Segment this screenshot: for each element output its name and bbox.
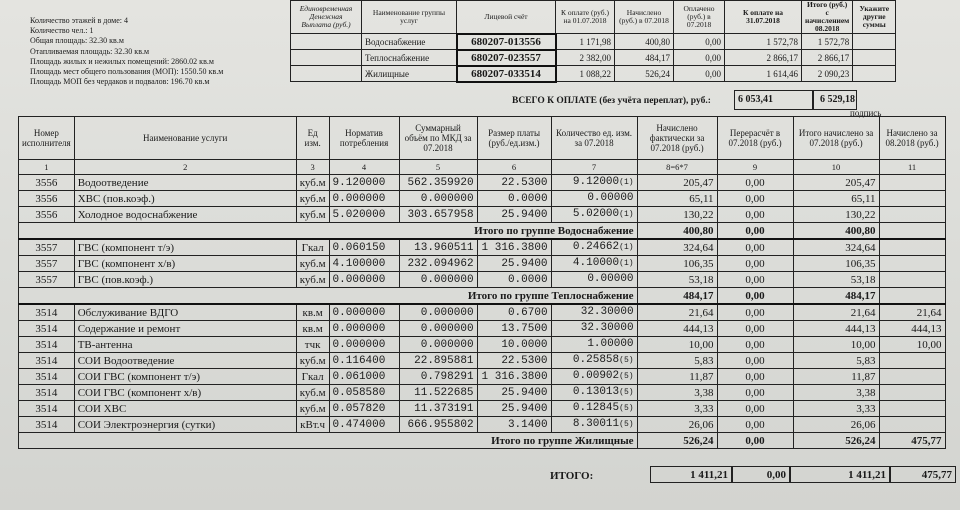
- rate: 22.5300: [477, 175, 551, 191]
- summary-header: Единовременная Денежная Выплата (руб.): [291, 1, 362, 34]
- norm: 9.120000: [329, 175, 399, 191]
- info-line: Площадь мест общего пользования (МОП): 1550.50 кв.м: [30, 67, 224, 77]
- due-start: 1 171,98: [556, 34, 615, 50]
- column-header: Суммарный объём по МКД за 07.2018: [399, 117, 477, 160]
- grand-total-fact: 1 411,21: [650, 466, 732, 483]
- recalculation: 0,00: [717, 385, 793, 401]
- summary-header: К оплате на 31.07.2018: [725, 1, 802, 34]
- unit: куб.м: [296, 207, 329, 223]
- charged-actual: 21,64: [637, 304, 717, 321]
- subtotal-fact: 484,17: [637, 288, 717, 305]
- recalculation: 0,00: [717, 321, 793, 337]
- next-month: [879, 417, 945, 433]
- subtotal-next: [879, 223, 945, 240]
- unit: куб.м: [296, 385, 329, 401]
- column-header: Начислено фактически за 07.2018 (руб.): [637, 117, 717, 160]
- summary-header: Начислено (руб.) в 07.2018: [615, 1, 674, 34]
- group-name: Жилищные: [362, 66, 457, 82]
- summary-header: Лицевой счёт: [457, 1, 556, 34]
- executor-number: 3514: [19, 369, 75, 385]
- service-name: ГВС (пов.коэф.): [74, 272, 296, 288]
- total-charged: 444,13: [793, 321, 879, 337]
- executor-number: 3514: [19, 417, 75, 433]
- rate: 0.0000: [477, 191, 551, 207]
- info-line: Площадь МОП без чердаков и подвалов: 196.70 кв.м: [30, 77, 210, 87]
- due-start: 2 382,00: [556, 50, 615, 66]
- charged-actual: 106,35: [637, 256, 717, 272]
- norm: 5.020000: [329, 207, 399, 223]
- total-charged: 11,87: [793, 369, 879, 385]
- norm: 0.061000: [329, 369, 399, 385]
- executor-number: 3556: [19, 207, 75, 223]
- charged-actual: 324,64: [637, 239, 717, 256]
- quantity: 4.10000(1): [551, 256, 637, 272]
- rate: 0.6700: [477, 304, 551, 321]
- column-index: 1: [19, 160, 75, 175]
- subtotal-total: 400,80: [793, 223, 879, 240]
- recalculation: 0,00: [717, 207, 793, 223]
- charged-actual: 3,33: [637, 401, 717, 417]
- subtotal-fact: 400,80: [637, 223, 717, 240]
- column-header: Начислено за 08.2018 (руб.): [879, 117, 945, 160]
- recalculation: 0,00: [717, 369, 793, 385]
- rate: 1 316.3800: [477, 239, 551, 256]
- column-index: 3: [296, 160, 329, 175]
- service-name: СОИ ХВС: [74, 401, 296, 417]
- executor-number: 3557: [19, 272, 75, 288]
- column-index: 2: [74, 160, 296, 175]
- total-charged: 130,22: [793, 207, 879, 223]
- next-month: 10,00: [879, 337, 945, 353]
- column-header: Итого начислено за 07.2018 (руб.): [793, 117, 879, 160]
- executor-number: 3514: [19, 385, 75, 401]
- total-volume: 0.798291: [399, 369, 477, 385]
- norm: 0.000000: [329, 272, 399, 288]
- norm: 4.100000: [329, 256, 399, 272]
- total-volume: 303.657958: [399, 207, 477, 223]
- norm: 0.000000: [329, 321, 399, 337]
- next-month: [879, 239, 945, 256]
- total-volume: 11.522685: [399, 385, 477, 401]
- rate: 3.1400: [477, 417, 551, 433]
- group-name: Водоснабжение: [362, 34, 457, 50]
- column-header: Перерасчёт в 07.2018 (руб.): [717, 117, 793, 160]
- executor-number: 3557: [19, 239, 75, 256]
- charged-actual: 65,11: [637, 191, 717, 207]
- total-charged: 21,64: [793, 304, 879, 321]
- column-header: Номер исполнителя: [19, 117, 75, 160]
- total-volume: 11.373191: [399, 401, 477, 417]
- rate: 25.9400: [477, 401, 551, 417]
- info-line: Общая площадь: 32.30 кв.м: [30, 36, 124, 46]
- next-month: [879, 401, 945, 417]
- table-row: [19, 239, 946, 256]
- recalculation: 0,00: [717, 353, 793, 369]
- column-header: Размер платы (руб./ед.изм.): [477, 117, 551, 160]
- recalculation: 0,00: [717, 417, 793, 433]
- subtotal-fact: 526,24: [637, 433, 717, 449]
- quantity: 0.25858(5): [551, 353, 637, 369]
- column-index-row: [19, 160, 946, 175]
- recalculation: 0,00: [717, 175, 793, 191]
- total: 2 090,23: [802, 66, 853, 82]
- summary-header: Итого (руб.) с начислением 08.2018: [802, 1, 853, 34]
- executor-number: 3514: [19, 304, 75, 321]
- rate: 13.7500: [477, 321, 551, 337]
- group-subtotal-row: [19, 223, 946, 240]
- subtotal-total: 526,24: [793, 433, 879, 449]
- executor-number: 3514: [19, 337, 75, 353]
- next-month: [879, 256, 945, 272]
- total: 1 572,78: [802, 34, 853, 50]
- service-name: Содержание и ремонт: [74, 321, 296, 337]
- summary-row: [291, 34, 896, 50]
- unit: куб.м: [296, 353, 329, 369]
- rate: 1 316.3800: [477, 369, 551, 385]
- quantity: 0.00000: [551, 191, 637, 207]
- subtotal-total: 484,17: [793, 288, 879, 305]
- unit: куб.м: [296, 401, 329, 417]
- summary-table: [290, 0, 896, 83]
- paid: 0,00: [674, 34, 725, 50]
- service-name: СОИ Электроэнергия (сутки): [74, 417, 296, 433]
- total-volume: 0.000000: [399, 304, 477, 321]
- column-index: 10: [793, 160, 879, 175]
- unit: Гкал: [296, 239, 329, 256]
- total-charged: 65,11: [793, 191, 879, 207]
- charged-actual: 444,13: [637, 321, 717, 337]
- service-name: Водоотведение: [74, 175, 296, 191]
- grand-total-label: ИТОГО:: [550, 470, 594, 482]
- rate: 25.9400: [477, 256, 551, 272]
- next-month: [879, 353, 945, 369]
- group-subtotal-row: [19, 433, 946, 449]
- summary-header: К оплате (руб.) на 01.07.2018: [556, 1, 615, 34]
- total-volume: 13.960511: [399, 239, 477, 256]
- unit: кВт.ч: [296, 417, 329, 433]
- summary-header: Оплачено (руб.) в 07.2018: [674, 1, 725, 34]
- account-number: 680207-033514: [457, 66, 556, 82]
- unit: кв.м: [296, 321, 329, 337]
- total-volume: 232.094962: [399, 256, 477, 272]
- total-volume: 0.000000: [399, 321, 477, 337]
- service-name: Обслуживание ВДГО: [74, 304, 296, 321]
- norm: 0.000000: [329, 304, 399, 321]
- total-with-next: 6 529,18: [820, 94, 855, 105]
- table-row: [19, 304, 946, 321]
- charged-actual: 3,38: [637, 385, 717, 401]
- summary-row: [291, 50, 896, 66]
- total-charged: 324,64: [793, 239, 879, 256]
- charged: 526,24: [615, 66, 674, 82]
- executor-number: 3514: [19, 321, 75, 337]
- next-month: [879, 207, 945, 223]
- unit: куб.м: [296, 256, 329, 272]
- table-row: [19, 272, 946, 288]
- quantity: 0.12845(5): [551, 401, 637, 417]
- column-header: Количество ед. изм. за 07.2018: [551, 117, 637, 160]
- quantity: 0.13013(5): [551, 385, 637, 401]
- total-charged: 3,38: [793, 385, 879, 401]
- quantity: 32.30000: [551, 321, 637, 337]
- due-end: 1 572,78: [725, 34, 802, 50]
- next-month: [879, 175, 945, 191]
- quantity: 8.30011(5): [551, 417, 637, 433]
- total-volume: 0.000000: [399, 191, 477, 207]
- info-line: Количество этажей в доме: 4: [30, 16, 129, 25]
- table-row: [19, 369, 946, 385]
- next-month: 21,64: [879, 304, 945, 321]
- paid: 0,00: [674, 66, 725, 82]
- column-index: 5: [399, 160, 477, 175]
- due-end: 2 866,17: [725, 50, 802, 66]
- charged: 400,80: [615, 34, 674, 50]
- charged-actual: 53,18: [637, 272, 717, 288]
- charged-actual: 11,87: [637, 369, 717, 385]
- rate: 25.9400: [477, 207, 551, 223]
- recalculation: 0,00: [717, 191, 793, 207]
- next-month: 444,13: [879, 321, 945, 337]
- due-end: 1 614,46: [725, 66, 802, 82]
- info-line: Отапливаемая площадь: 32.30 кв.м: [30, 46, 150, 56]
- quantity: 32.30000: [551, 304, 637, 321]
- service-name: ГВС (компонент х/в): [74, 256, 296, 272]
- table-row: [19, 191, 946, 207]
- info-line: Количество чел.: 1: [30, 26, 94, 36]
- column-header: Наименование услуги: [74, 117, 296, 160]
- service-name: ГВС (компонент т/э): [74, 239, 296, 256]
- charged-actual: 26,06: [637, 417, 717, 433]
- info-line: Площадь жилых и нежилых помещений: 2860.02 кв.м: [30, 56, 214, 66]
- table-row: [19, 321, 946, 337]
- quantity: 0.00902(5): [551, 369, 637, 385]
- table-row: [19, 401, 946, 417]
- column-index: 8=6*7: [637, 160, 717, 175]
- charged-actual: 130,22: [637, 207, 717, 223]
- total-charged: 3,33: [793, 401, 879, 417]
- table-row: [19, 175, 946, 191]
- recalculation: 0,00: [717, 401, 793, 417]
- subtotal-label: Итого по группе Теплоснабжение: [19, 288, 638, 305]
- quantity: 0.00000: [551, 272, 637, 288]
- total-volume: 562.359920: [399, 175, 477, 191]
- subtotal-recalc: 0,00: [717, 223, 793, 240]
- total-charged: 10,00: [793, 337, 879, 353]
- quantity: 0.24662(1): [551, 239, 637, 256]
- service-name: ТВ-антенна: [74, 337, 296, 353]
- column-index: 6: [477, 160, 551, 175]
- due-start: 1 088,22: [556, 66, 615, 82]
- quantity: 9.12000(1): [551, 175, 637, 191]
- column-index: 4: [329, 160, 399, 175]
- charges-table: [18, 116, 946, 449]
- total-charged: 205,47: [793, 175, 879, 191]
- subtotal-next: 475,77: [879, 433, 945, 449]
- total-volume: 0.000000: [399, 337, 477, 353]
- house-info: [30, 16, 223, 87]
- unit: кв.м: [296, 304, 329, 321]
- next-month: [879, 385, 945, 401]
- recalculation: 0,00: [717, 337, 793, 353]
- subtotal-recalc: 0,00: [717, 433, 793, 449]
- executor-number: 3557: [19, 256, 75, 272]
- recalculation: 0,00: [717, 256, 793, 272]
- total-volume: 22.895881: [399, 353, 477, 369]
- recalculation: 0,00: [717, 272, 793, 288]
- rate: 25.9400: [477, 385, 551, 401]
- account-number: 680207-023557: [457, 50, 556, 66]
- rate: 10.0000: [477, 337, 551, 353]
- norm: 0.058580: [329, 385, 399, 401]
- next-month: [879, 272, 945, 288]
- column-header: Ед изм.: [296, 117, 329, 160]
- table-row: [19, 417, 946, 433]
- subtotal-recalc: 0,00: [717, 288, 793, 305]
- unit: куб.м: [296, 191, 329, 207]
- column-index: 9: [717, 160, 793, 175]
- service-name: ХВС (пов.коэф.): [74, 191, 296, 207]
- rate: 0.0000: [477, 272, 551, 288]
- norm: 0.474000: [329, 417, 399, 433]
- column-index: 11: [879, 160, 945, 175]
- table-row: [19, 385, 946, 401]
- column-header: Норматив потребления: [329, 117, 399, 160]
- charged-actual: 5,83: [637, 353, 717, 369]
- executor-number: 3556: [19, 175, 75, 191]
- executor-number: 3514: [19, 401, 75, 417]
- norm: 0.060150: [329, 239, 399, 256]
- recalculation: 0,00: [717, 239, 793, 256]
- service-name: СОИ ГВС (компонент х/в): [74, 385, 296, 401]
- next-month: [879, 369, 945, 385]
- charged-actual: 10,00: [637, 337, 717, 353]
- total-charged: 26,06: [793, 417, 879, 433]
- group-name: Теплоснабжение: [362, 50, 457, 66]
- quantity: 5.02000(1): [551, 207, 637, 223]
- unit: Гкал: [296, 369, 329, 385]
- total-volume: 0.000000: [399, 272, 477, 288]
- total-charged: 5,83: [793, 353, 879, 369]
- summary-row: [291, 66, 896, 82]
- table-row: [19, 337, 946, 353]
- table-row: [19, 353, 946, 369]
- service-name: СОИ ГВС (компонент т/э): [74, 369, 296, 385]
- summary-header: Укажите другие суммы: [853, 1, 896, 34]
- recalculation: 0,00: [717, 304, 793, 321]
- rate: 22.5300: [477, 353, 551, 369]
- grand-total-recalc: 0,00: [732, 466, 790, 483]
- quantity: 1.00000: [551, 337, 637, 353]
- total: 2 866,17: [802, 50, 853, 66]
- account-number: 680207-013556: [457, 34, 556, 50]
- total-charged: 53,18: [793, 272, 879, 288]
- subtotal-label: Итого по группе Водоснабжение: [19, 223, 638, 240]
- table-row: [19, 256, 946, 272]
- paid: 0,00: [674, 50, 725, 66]
- summary-header: Наименование группы услуг: [362, 1, 457, 34]
- table-row: [19, 207, 946, 223]
- signature-label: подпись: [850, 108, 882, 118]
- executor-number: 3556: [19, 191, 75, 207]
- total-charged: 106,35: [793, 256, 879, 272]
- norm: 0.116400: [329, 353, 399, 369]
- next-month: [879, 191, 945, 207]
- norm: 0.000000: [329, 191, 399, 207]
- total-volume: 666.955802: [399, 417, 477, 433]
- subtotal-label: Итого по группе Жилищные: [19, 433, 638, 449]
- subtotal-next: [879, 288, 945, 305]
- charged: 484,17: [615, 50, 674, 66]
- norm: 0.000000: [329, 337, 399, 353]
- total-due-label: ВСЕГО К ОПЛАТЕ (без учёта переплат), руб.:: [512, 96, 711, 106]
- grand-total-next: 475,77: [890, 466, 956, 483]
- group-subtotal-row: [19, 288, 946, 305]
- unit: куб.м: [296, 272, 329, 288]
- norm: 0.057820: [329, 401, 399, 417]
- service-name: Холодное водоснабжение: [74, 207, 296, 223]
- grand-total: 1 411,21: [790, 466, 890, 483]
- unit: тчк: [296, 337, 329, 353]
- unit: куб.м: [296, 175, 329, 191]
- charged-actual: 205,47: [637, 175, 717, 191]
- total-due-end: 6 053,41: [738, 94, 773, 105]
- column-index: 7: [551, 160, 637, 175]
- executor-number: 3514: [19, 353, 75, 369]
- service-name: СОИ Водоотведение: [74, 353, 296, 369]
